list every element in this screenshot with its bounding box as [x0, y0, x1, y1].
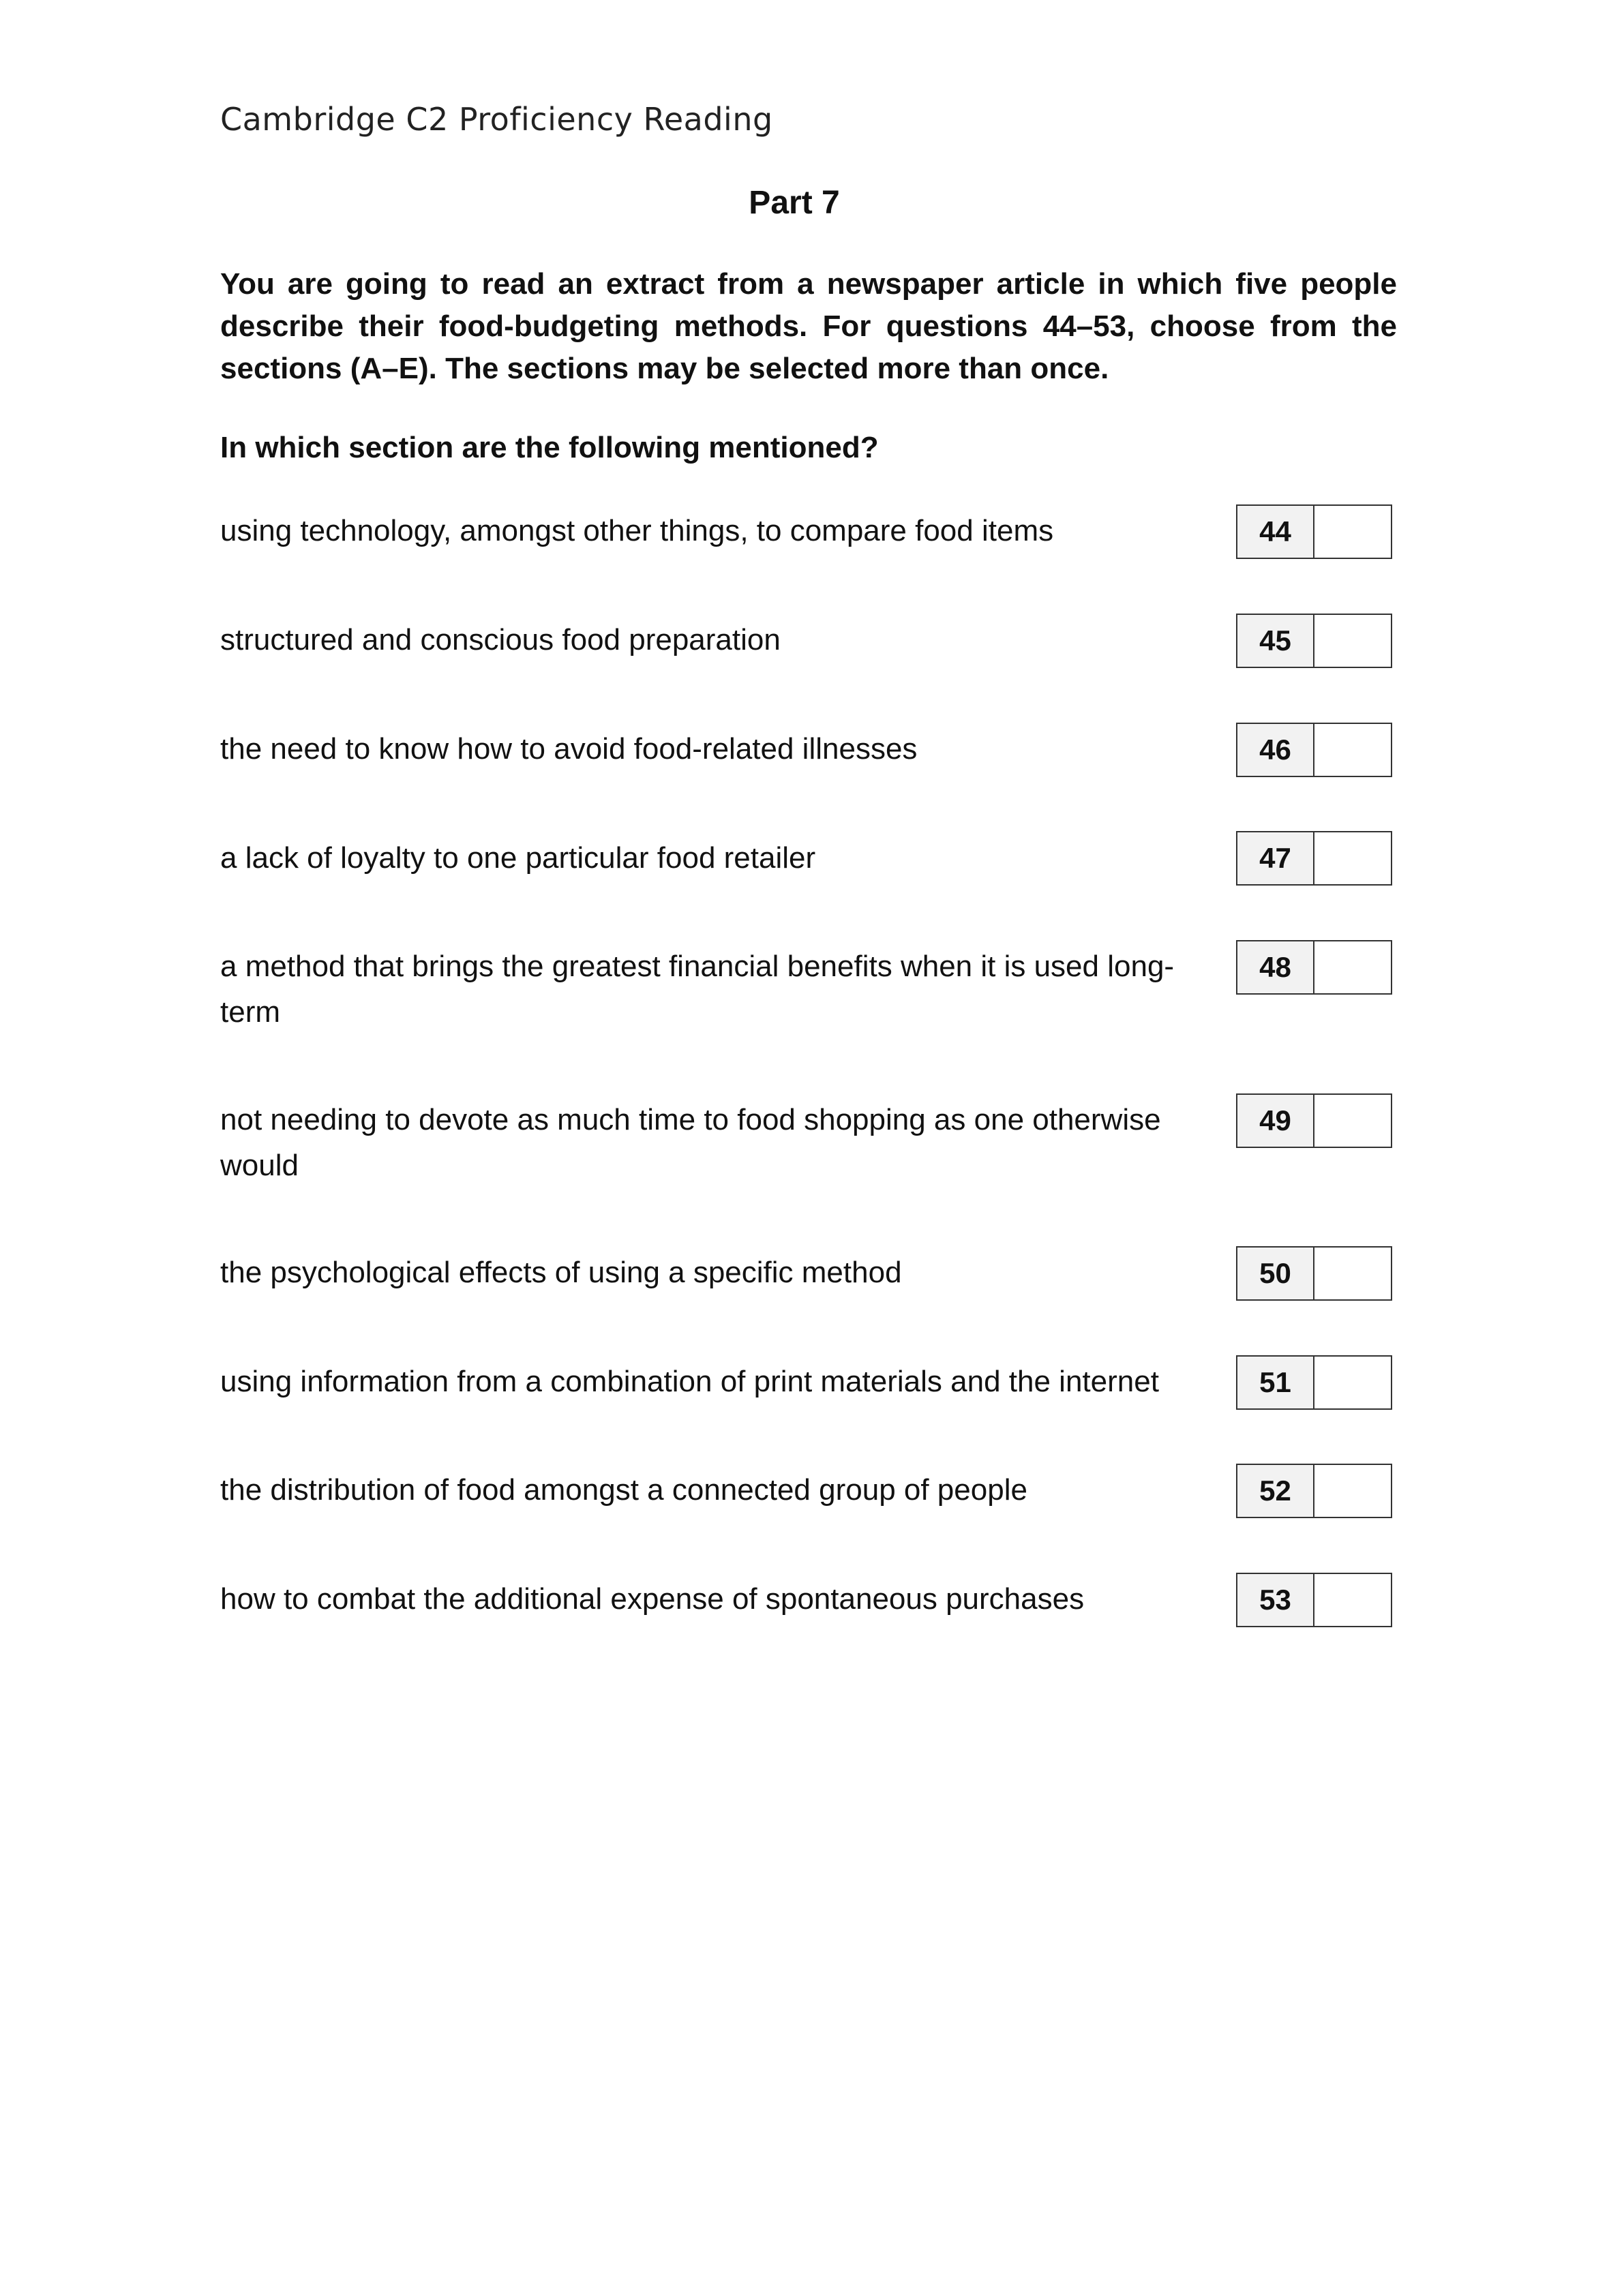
instructions: You are going to read an extract from a newspaper article in which five people describe their food-budgeting methods. For questions 44–53, choose from the sections (A–E). The sections may be selected more than once. — [220, 267, 1397, 385]
question-text-44: using technology, amongst other things, to compare food items — [220, 514, 1054, 547]
answer-box-44 — [1236, 504, 1392, 559]
question-text-46: the need to know how to avoid food-related illnesses — [220, 732, 918, 766]
question-text-50: the psychological effects of using a specific method — [220, 1256, 902, 1289]
question-number-48: 48 — [1237, 941, 1314, 993]
answer-box-52 — [1236, 1464, 1392, 1518]
question-number-45: 45 — [1237, 615, 1314, 667]
answer-field-51[interactable] — [1314, 1357, 1391, 1408]
question-text-51: using information from a combination of print materials and the internet — [220, 1365, 1159, 1398]
answer-box-45 — [1236, 614, 1392, 668]
answer-box-48 — [1236, 940, 1392, 995]
answer-field-48[interactable] — [1314, 941, 1391, 993]
question-text-47: a lack of loyalty to one particular food retailer — [220, 841, 816, 875]
running-header: Cambridge C2 Proficiency Reading — [220, 101, 773, 138]
answer-field-47[interactable] — [1314, 832, 1391, 884]
question-text-52: the distribution of food amongst a connected group of people — [220, 1473, 1027, 1507]
question-number-44: 44 — [1237, 506, 1314, 558]
answer-field-45[interactable] — [1314, 615, 1391, 667]
answer-box-50 — [1236, 1246, 1392, 1301]
question-number-50: 50 — [1237, 1248, 1314, 1299]
answer-box-47 — [1236, 831, 1392, 886]
answer-box-46 — [1236, 723, 1392, 777]
answer-field-49[interactable] — [1314, 1095, 1391, 1147]
question-number-46: 46 — [1237, 724, 1314, 776]
part-title: Part 7 — [749, 185, 840, 221]
answer-field-46[interactable] — [1314, 724, 1391, 776]
question-number-49: 49 — [1237, 1095, 1314, 1147]
answer-field-52[interactable] — [1314, 1465, 1391, 1517]
answer-box-49 — [1236, 1093, 1392, 1148]
question-text-45: structured and conscious food preparation — [220, 623, 781, 656]
question-number-53: 53 — [1237, 1574, 1314, 1626]
question-number-47: 47 — [1237, 832, 1314, 884]
question-number-51: 51 — [1237, 1357, 1314, 1408]
answer-field-50[interactable] — [1314, 1248, 1391, 1299]
answer-box-53 — [1236, 1573, 1392, 1627]
question-number-52: 52 — [1237, 1465, 1314, 1517]
question-lead: In which section are the following mentioned? — [220, 431, 879, 464]
question-text-49: not needing to devote as much time to food shopping as one otherwise would — [220, 1103, 1161, 1182]
answer-field-44[interactable] — [1314, 506, 1391, 558]
answer-field-53[interactable] — [1314, 1574, 1391, 1626]
question-text-48: a method that brings the greatest financial benefits when it is used long-term — [220, 950, 1175, 1029]
answer-box-51 — [1236, 1355, 1392, 1410]
question-text-53: how to combat the additional expense of spontaneous purchases — [220, 1582, 1085, 1616]
